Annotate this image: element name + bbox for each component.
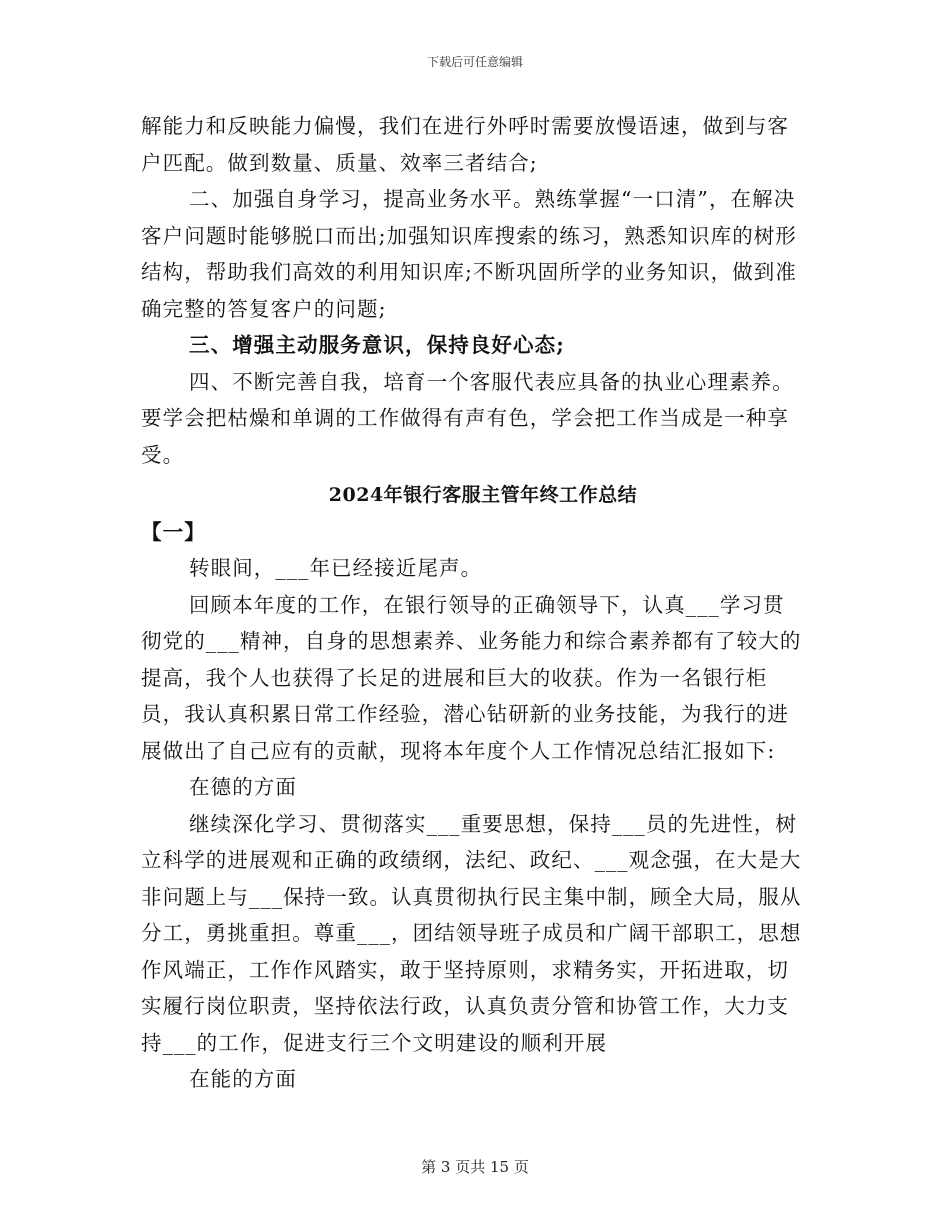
paragraph-point-two: 二、加强自身学习，提高业务水平。熟练掌握“一口清”，在解决客户问题时能够脱口而出;加强知识库搜索的练习，熟悉知识库的树形结构，帮助我们高效的利用知识库;不断巩固所学的业务知识，做到准确完整的答复客户的问题; <box>141 187 798 321</box>
section-marker: 【一】 <box>141 519 206 544</box>
paragraph-morality: 继续深化学习、贯彻落实___重要思想，保持___员的先进性，树立科学的进展观和正确的政绩纲，法纪、政纪、___观念强，在大是大非问题上与___保持一致。认真贯彻执行民主集中制，顾全大局，服从分工，勇挑重担。尊重___，团结领导班子成员和广阔干部职工，思想作风端正，工作作风踏实，敢于坚持原则，求精务实，开拓进取，切实履行岗位职责，坚持依法行政，认真负责分管和协管工作，大力支持___的工作，促进支行三个文明建设的顺利开展 <box>141 811 802 1055</box>
page-footer: 第 3 页共 15 页 <box>421 1158 529 1176</box>
paragraph-point-three: 三、增强主动服务意识，保持良好心态; <box>189 333 565 357</box>
paragraph-continuation: 解能力和反映能力偏慢，我们在进行外呼时需要放慢语速，做到与客户匹配。做到数量、质量、效率三者结合; <box>141 114 789 175</box>
subheading-ability: 在能的方面 <box>189 1067 297 1091</box>
paragraph-review: 回顾本年度的工作，在银行领导的正确领导下，认真___学习贯彻党的___精神，自身的思想素养、业务能力和综合素养都有了较大的提高，我个人也获得了长足的进展和巨大的收获。作为一名银行柜员，我认真积累日常工作经验，潜心钻研新的业务技能，为我行的进展做出了自己应有的贡献，现将本年度个人工作情况总结汇报如下: <box>141 592 802 763</box>
paragraph-point-four: 四、不断完善自我，培育一个客服代表应具备的执业心理素养。要学会把枯燥和单调的工作做得有声有色，学会把工作当成是一种享受。 <box>141 369 794 467</box>
paragraph-intro: 转眼间，___年已经接近尾声。 <box>189 556 483 580</box>
subheading-morality: 在德的方面 <box>189 775 297 799</box>
document-title: 2024年银行客服主管年终工作总结 <box>328 484 638 506</box>
page-header: 下载后可任意编辑 <box>426 55 523 69</box>
document-body <box>141 108 805 1098</box>
